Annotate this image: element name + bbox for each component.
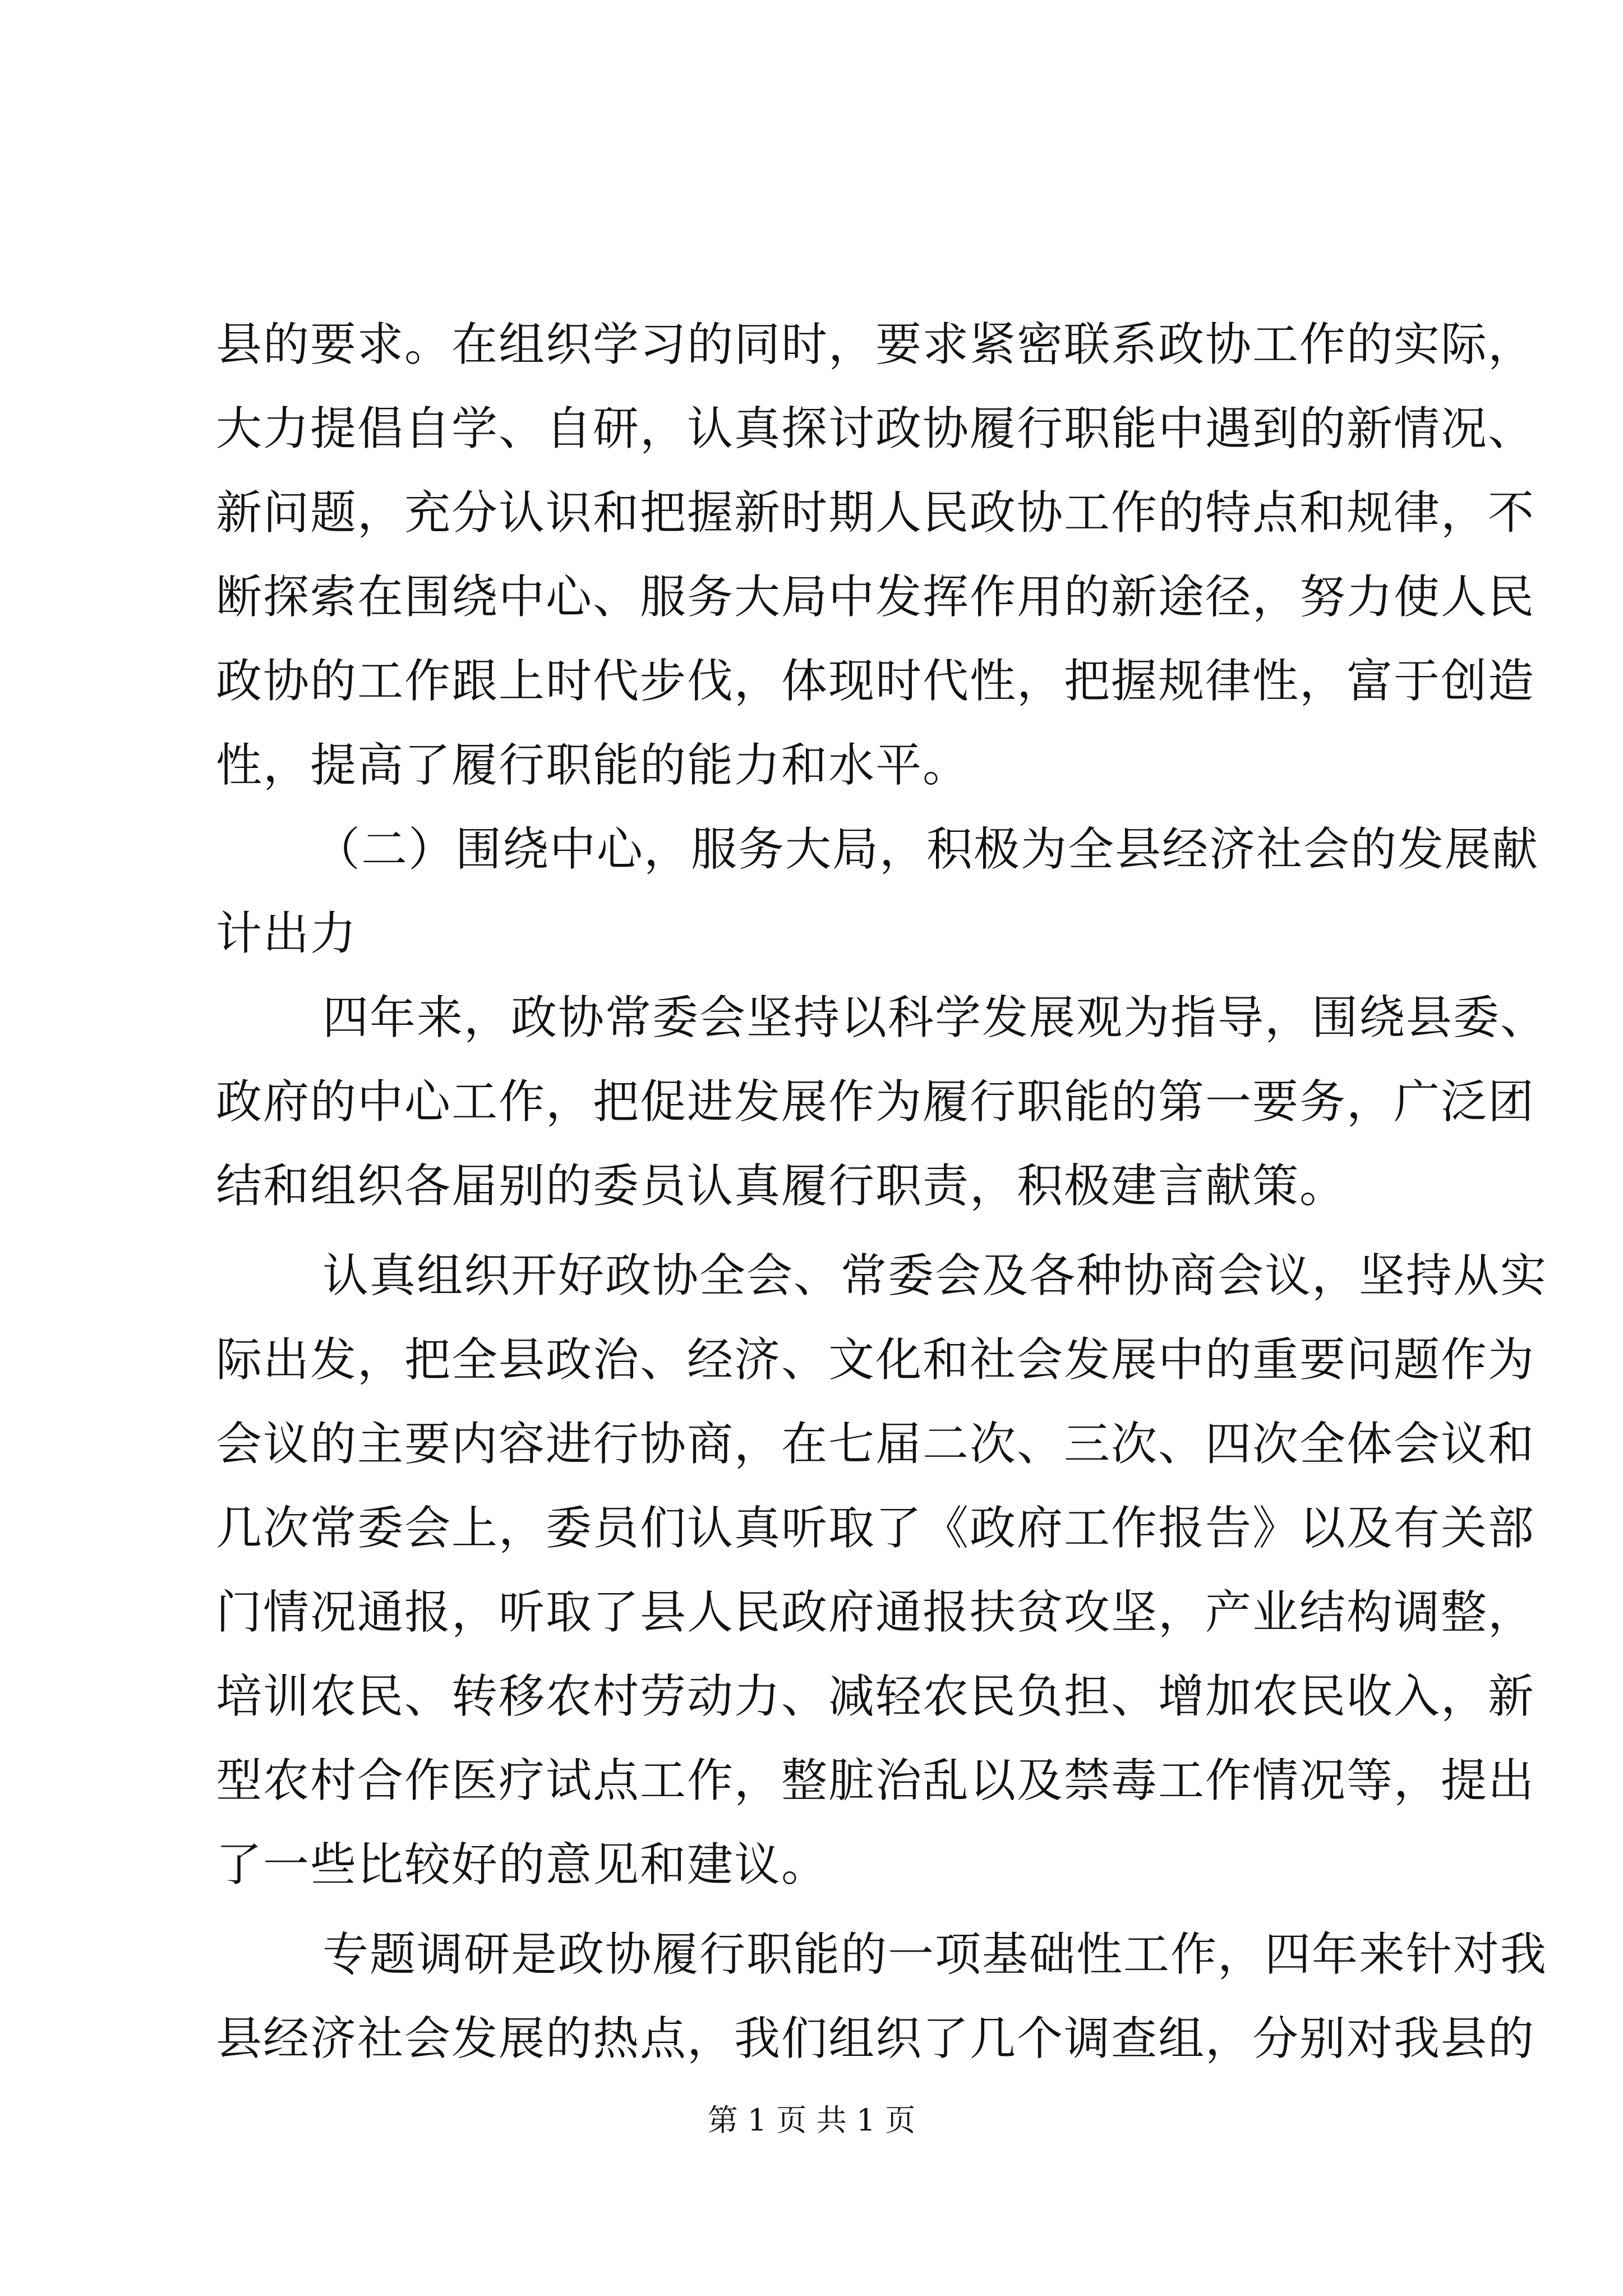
text-line: 型农村合作医疗试点工作，整脏治乱以及禁毒工作情况等，提出 xyxy=(216,1754,1536,1807)
heading-line: （二）围绕中心，服务大局，积极为全县经济社会的发展献 xyxy=(314,823,1539,876)
text-line: 县经济社会发展的热点，我们组织了几个调查组，分别对我县的 xyxy=(216,2012,1536,2065)
section-heading xyxy=(216,808,1539,976)
paragraph-4 xyxy=(216,1913,1548,2081)
paragraph-2 xyxy=(216,976,1548,1228)
text-line: 际出发，把全县政治、经济、文化和社会发展中的重要问题作为 xyxy=(216,1333,1536,1387)
text-line: 四年来，政协常委会坚持以科学发展观为指导，围绕县委、 xyxy=(322,991,1548,1045)
text-line: 大力提倡自学、自研，认真探讨政协履行职能中遇到的新情况、 xyxy=(216,402,1536,455)
text-line: 门情况通报，听取了县人民政府通报扶贫攻坚，产业结构调整， xyxy=(216,1586,1536,1639)
page-footer: 第 1 页 共 1 页 xyxy=(707,2102,916,2138)
text-line: 新问题，充分认识和把握新时期人民政协工作的特点和规律，不 xyxy=(216,486,1536,540)
text-line: 认真组织开好政协全会、常委会及各种协商会议，坚持从实 xyxy=(322,1249,1548,1303)
text-line: 专题调研是政协履行职能的一项基础性工作，四年来针对我 xyxy=(322,1928,1548,1981)
paragraph-3 xyxy=(216,1234,1548,1907)
text-line: 政协的工作跟上时代步伐，体现时代性，把握规律性，富于创造 xyxy=(216,655,1536,708)
text-line: 性，提高了履行职能的能力和水平。 xyxy=(216,739,970,792)
text-line: 了一些比较好的意见和建议。 xyxy=(216,1838,829,1892)
text-line: 断探索在围绕中心、服务大局中发挥作用的新途径，努力使人民 xyxy=(216,570,1536,624)
body-text xyxy=(216,303,1548,2081)
text-line: 会议的主要内容进行协商，在七届二次、三次、四次全体会议和 xyxy=(216,1418,1536,1471)
text-line: 县的要求。在组织学习的同时，要求紧密联系政协工作的实际， xyxy=(216,318,1536,371)
text-line: 结和组织各届别的委员认真履行职责，积极建言献策。 xyxy=(216,1159,1347,1213)
text-line: 政府的中心工作，把促进发展作为履行职能的第一要务，广泛团 xyxy=(216,1075,1536,1129)
paragraph-1 xyxy=(216,303,1536,808)
text-line: 几次常委会上，委员们认真听取了《政府工作报告》以及有关部 xyxy=(216,1502,1536,1555)
heading-line: 计出力 xyxy=(216,907,358,960)
text-line: 培训农民、转移农村劳动力、减轻农民负担、增加农民收入，新 xyxy=(216,1670,1536,1723)
